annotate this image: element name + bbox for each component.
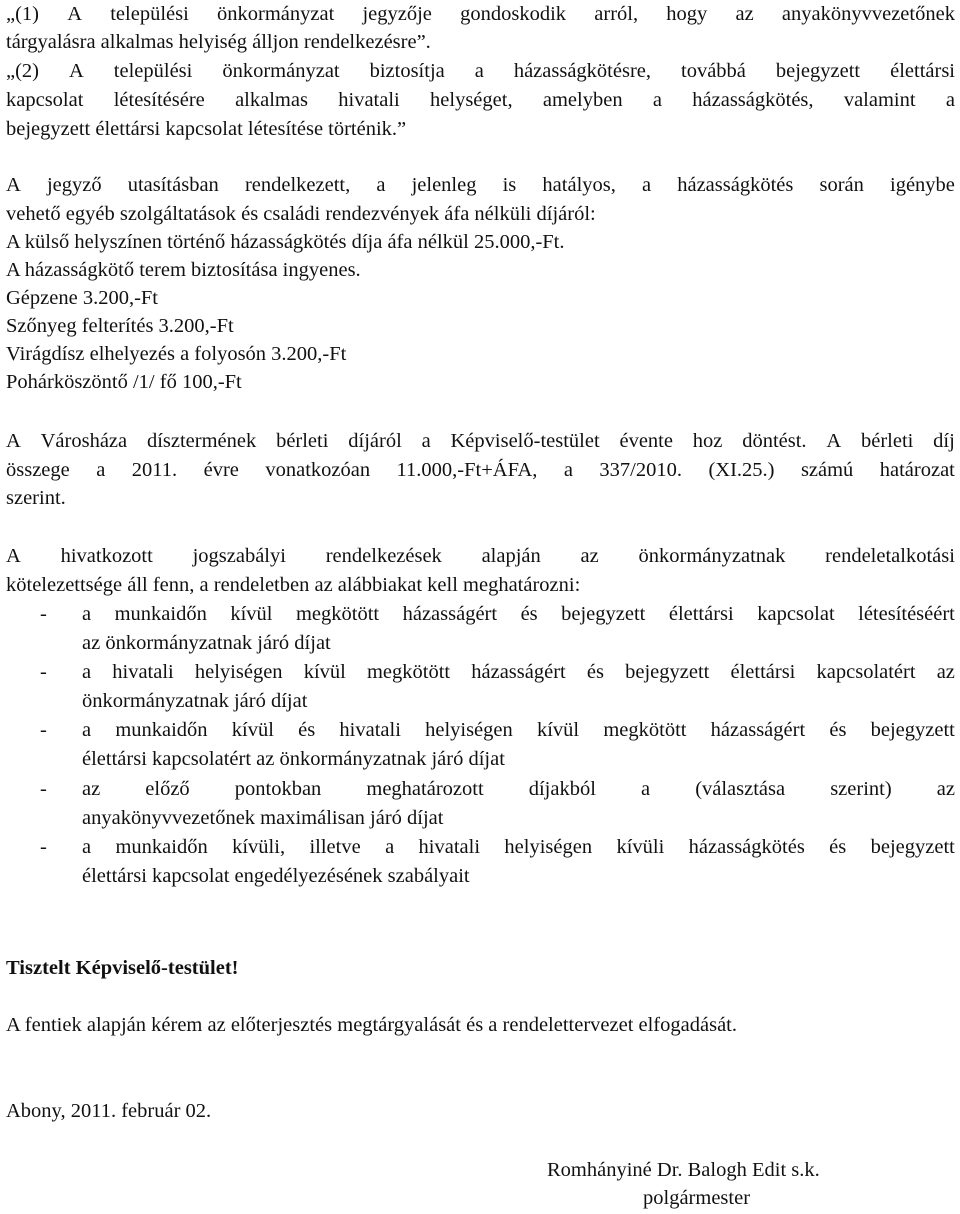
word: a <box>82 719 92 741</box>
word: pontokban <box>234 778 322 800</box>
para4-line-1 <box>6 427 955 455</box>
para3-line-2: vehető egyéb szolgáltatások és családi rendezvények áfa nélküli díjáról: <box>6 203 596 225</box>
word: jelenleg <box>411 174 477 196</box>
word: házasságért <box>710 719 806 741</box>
word: hivatali <box>418 836 481 858</box>
word: az <box>580 545 599 567</box>
word: valamint <box>843 89 916 111</box>
para3-line-7: Virágdísz elhelyezés a folyosón 3.200,-Ft <box>6 343 347 365</box>
word: megkötött <box>295 603 380 625</box>
para3-line-3: A külső helyszínen történő házasságkötés díja áfa nélkül 25.000,-Ft. <box>6 231 565 253</box>
para2-line-3: bejegyzett élettársi kapcsolat létesítése történik.” <box>6 118 407 140</box>
signer-title: polgármester <box>643 1187 751 1209</box>
word: vonatkozóan <box>265 459 371 481</box>
word: Képviselő-testület <box>450 430 600 452</box>
word: a <box>421 430 431 452</box>
para3-line-8: Pohárköszöntő /1/ fő 100,-Ft <box>6 371 242 393</box>
request-sentence: A fentiek alapján kérem az előterjesztés megtárgyalását és a rendelettervezet elfogadását. <box>6 1014 737 1036</box>
word: helységet, <box>430 89 513 111</box>
list-item-line-2: önkormányzatnak járó díjat <box>82 690 308 712</box>
word: a <box>945 89 955 111</box>
bullet-dash: - <box>40 719 47 741</box>
list-item-line-1 <box>82 658 955 686</box>
word: utasításban <box>127 174 219 196</box>
word: (XI.25.) <box>708 459 775 481</box>
para4-line-3: szerint. <box>6 487 66 509</box>
word: kívül <box>536 719 580 741</box>
word: kívüli, <box>232 836 286 858</box>
word: a <box>474 60 484 82</box>
list-item-line-2: élettársi kapcsolatért az önkormányzatnak járó díjat <box>82 748 505 770</box>
word: és <box>586 661 604 683</box>
word: és <box>829 836 847 858</box>
word: (választása <box>695 778 786 800</box>
word: során <box>819 174 864 196</box>
list-item-line-1 <box>82 775 955 803</box>
word: önkormányzat <box>222 60 340 82</box>
word: házasságkötés, <box>692 89 814 111</box>
list-item-line-2: élettársi kapcsolat engedélyezésének szabályait <box>82 865 470 887</box>
word: megkötött <box>603 719 687 741</box>
word: A <box>6 174 21 196</box>
word: hivatali <box>112 661 174 683</box>
word: döntést. <box>742 430 807 452</box>
list-item-line-1 <box>82 716 955 744</box>
word: élettársi <box>890 60 955 82</box>
word: évre <box>203 459 239 481</box>
list-item-line-1 <box>82 600 955 628</box>
word: A <box>69 60 84 82</box>
bullet-dash: - <box>40 603 47 625</box>
word: hivatali <box>338 89 400 111</box>
word: házasságkötés <box>688 836 805 858</box>
word: 2011. <box>131 459 178 481</box>
word: dísztermének <box>146 430 257 452</box>
word: a <box>96 459 106 481</box>
word: a <box>563 459 573 481</box>
para3-line-5: Gépzene 3.200,-Ft <box>6 287 158 309</box>
para5-line-2: kötelezettsége áll fenn, a rendeletben az alábbiakat kell meghatározni: <box>6 574 581 596</box>
word: kívül <box>231 719 274 741</box>
word: „(1) <box>6 3 40 25</box>
place-and-date: Abony, 2011. február 02. <box>6 1100 212 1122</box>
word: a <box>641 778 651 800</box>
word: munkaidőn <box>114 603 207 625</box>
word: jegyzője <box>362 3 432 25</box>
word: arról, <box>594 3 639 25</box>
word: az <box>936 661 955 683</box>
word: anyakönyvvezetőnek <box>781 3 955 25</box>
word: bejegyzett <box>561 603 646 625</box>
word: illetve <box>309 836 361 858</box>
word: A <box>67 3 83 25</box>
signer-name: Romhányiné Dr. Balogh Edit s.k. <box>547 1159 820 1181</box>
word: rendeletalkotási <box>825 545 955 567</box>
word: önkormányzat <box>217 3 335 25</box>
para3-line-6: Szőnyeg felterítés 3.200,-Ft <box>6 315 234 337</box>
word: díjakból <box>528 778 596 800</box>
word: A <box>6 430 21 452</box>
word: munkaidőn <box>115 836 208 858</box>
word: helyiségen <box>425 719 513 741</box>
word: az <box>735 3 754 25</box>
word: az <box>82 778 101 800</box>
word: kívül <box>230 603 273 625</box>
word: meghatározott <box>366 778 484 800</box>
word: továbbá <box>681 60 746 82</box>
word: hogy <box>666 3 708 25</box>
salutation: Tisztelt Képviselő-testület! <box>6 957 239 979</box>
word: települési <box>113 60 193 82</box>
word: és <box>520 603 538 625</box>
word: bejegyzett <box>870 719 955 741</box>
word: kapcsolat <box>757 603 835 625</box>
word: hoz <box>692 430 723 452</box>
word: évente <box>619 430 673 452</box>
word: hivatali <box>339 719 401 741</box>
word: bérleti <box>276 430 329 452</box>
word: díjáról <box>348 430 402 452</box>
word: létesítéséért <box>858 603 955 625</box>
para4-line-2 <box>6 456 955 484</box>
word: és <box>298 719 316 741</box>
word: házasságkötés <box>677 174 794 196</box>
word: Városháza <box>40 430 128 452</box>
word: munkaidőn <box>115 719 208 741</box>
word: önkormányzatnak <box>638 545 786 567</box>
word: hatályos, <box>542 174 616 196</box>
word: bejegyzett <box>625 661 710 683</box>
word: számú <box>800 459 854 481</box>
word: a <box>376 174 386 196</box>
word: jogszabályi <box>192 545 286 567</box>
para1-line-1 <box>6 0 955 28</box>
word: a <box>82 603 92 625</box>
word: kívül <box>303 661 346 683</box>
word: helyiségen <box>504 836 593 858</box>
word: összege <box>6 459 70 481</box>
word: jegyző <box>46 174 102 196</box>
word: kapcsolatért <box>816 661 916 683</box>
para5-line-1 <box>6 542 955 570</box>
word: megkötött <box>366 661 451 683</box>
word: rendelkezett, <box>244 174 351 196</box>
word: és <box>829 719 847 741</box>
word: a <box>652 89 662 111</box>
para2-line-2 <box>6 86 955 114</box>
para2-line-1 <box>6 57 955 85</box>
para3-line-4: A házasságkötő terem biztosítása ingyenes. <box>6 259 361 281</box>
word: határozat <box>879 459 955 481</box>
word: rendelkezések <box>325 545 442 567</box>
word: 11.000,-Ft+ÁFA, <box>396 459 538 481</box>
word: biztosítja <box>369 60 445 82</box>
word: amelyben <box>542 89 623 111</box>
list-item-line-1 <box>82 833 955 861</box>
word: A <box>6 545 21 567</box>
word: helyiségen <box>194 661 283 683</box>
word: kapcsolat <box>6 89 84 111</box>
word: kívüli <box>616 836 665 858</box>
word: bejegyzett <box>775 60 861 82</box>
word: élettársi <box>730 661 796 683</box>
word: szerint) <box>830 778 892 800</box>
word: települési <box>110 3 189 25</box>
word: bérleti <box>860 430 914 452</box>
word: házasságért <box>471 661 566 683</box>
word: A <box>826 430 842 452</box>
word: a <box>642 174 652 196</box>
word: „(2) <box>6 60 40 82</box>
word: 337/2010. <box>599 459 682 481</box>
word: előző <box>145 778 190 800</box>
word: is <box>502 174 517 196</box>
word: házasságért <box>402 603 498 625</box>
word: az <box>936 778 955 800</box>
word: alkalmas <box>235 89 308 111</box>
list-item-line-2: az önkormányzatnak járó díjat <box>82 632 331 654</box>
word: igénybe <box>890 174 955 196</box>
word: házasságkötésre, <box>513 60 652 82</box>
bullet-dash: - <box>40 661 47 683</box>
word: alapján <box>481 545 541 567</box>
word: bejegyzett <box>870 836 955 858</box>
word: díj <box>933 430 955 452</box>
word: a <box>82 836 92 858</box>
word: élettársi <box>668 603 734 625</box>
list-item-line-2: anyakönyvvezetőnek maximálisan járó díjat <box>82 807 444 829</box>
bullet-dash: - <box>40 836 47 858</box>
para1-line-2: tárgyalásra alkalmas helyiség álljon rendelkezésre”. <box>6 31 431 53</box>
bullet-dash: - <box>40 778 47 800</box>
word: a <box>82 661 92 683</box>
word: a <box>385 836 395 858</box>
para3-line-1 <box>6 171 955 199</box>
word: hivatkozott <box>60 545 153 567</box>
word: gondoskodik <box>460 3 567 25</box>
word: létesítésére <box>113 89 205 111</box>
